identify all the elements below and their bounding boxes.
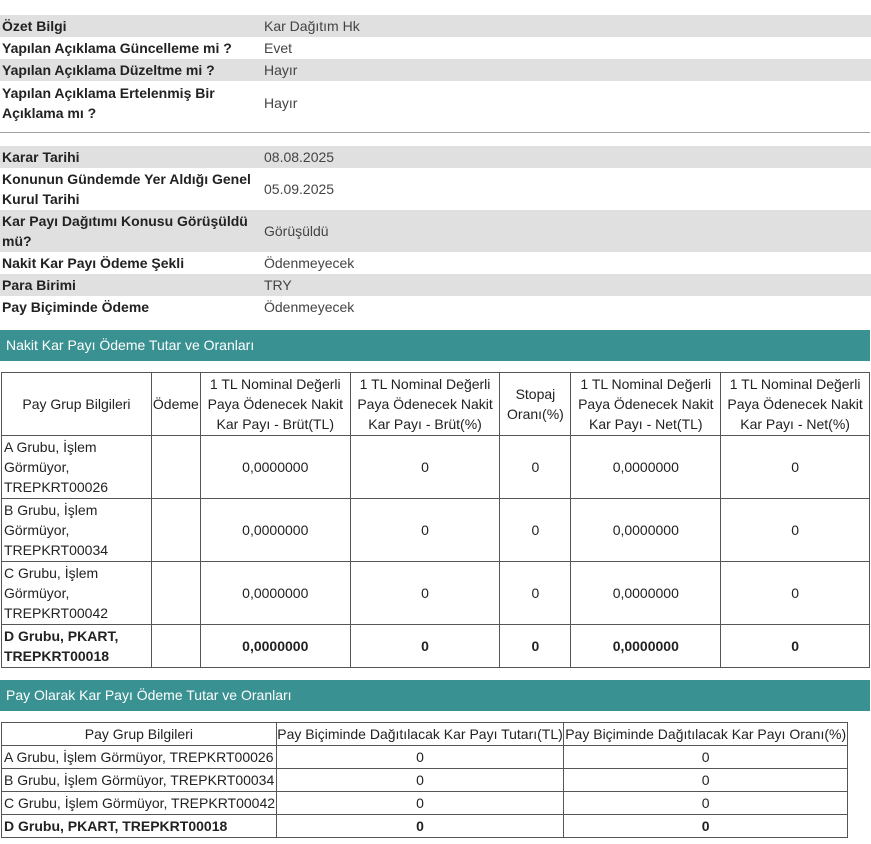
group-cell: A Grubu, İşlem Görmüyor, TREPKRT00026 — [2, 436, 152, 499]
ratio-cell: 0 — [564, 792, 848, 815]
field-label: Karar Tarihi — [0, 146, 261, 168]
column-header: 1 TL Nominal Değerli Paya Ödenecek Nakit Kar Payı - Net(TL) — [571, 373, 721, 436]
group-cell: C Grubu, İşlem Görmüyor, TREPKRT00042 — [2, 562, 152, 625]
table-row — [2, 815, 848, 838]
field-value: 05.09.2025 — [264, 181, 335, 197]
gross-pct-cell: 0 — [350, 625, 500, 668]
column-header: Stopaj Oranı(%) — [500, 373, 571, 436]
divider — [0, 132, 870, 133]
column-header: Pay Biçiminde Dağıtılacak Kar Payı Oranı(%) — [564, 723, 848, 746]
net-tl-cell: 0,0000000 — [571, 625, 721, 668]
field-label: Kar Payı Dağıtımı Konusu Görüşüldü mü? — [0, 210, 261, 252]
group-cell: D Grubu, PKART, TREPKRT00018 — [2, 625, 152, 668]
field-value: Hayır — [264, 95, 298, 111]
summary-table — [0, 15, 871, 125]
column-header: Pay Grup Bilgileri — [2, 373, 152, 436]
details-row — [0, 210, 871, 252]
cash-dividend-table — [1, 372, 870, 668]
gross-tl-cell: 0,0000000 — [200, 562, 350, 625]
column-header: Pay Biçiminde Dağıtılacak Kar Payı Tutarı(TL) — [276, 723, 564, 746]
net-tl-cell: 0,0000000 — [571, 499, 721, 562]
table-row — [2, 562, 870, 625]
net-tl-cell: 0,0000000 — [571, 436, 721, 499]
summary-row — [0, 81, 871, 125]
group-cell: B Grubu, İşlem Görmüyor, TREPKRT00034 — [2, 499, 152, 562]
section-header-cash: Nakit Kar Payı Ödeme Tutar ve Oranları — [0, 330, 870, 361]
amount-cell: 0 — [276, 815, 564, 838]
field-value: TRY — [261, 274, 871, 296]
field-label: Nakit Kar Payı Ödeme Şekli — [2, 255, 185, 271]
payment-cell — [151, 436, 200, 499]
gross-pct-cell: 0 — [350, 499, 500, 562]
net-pct-cell: 0 — [721, 625, 870, 668]
table-row — [2, 746, 848, 769]
gross-tl-cell: 0,0000000 — [200, 499, 350, 562]
net-tl-cell: 0,0000000 — [571, 562, 721, 625]
section-header-share: Pay Olarak Kar Payı Ödeme Tutar ve Oranları — [0, 680, 870, 711]
details-row — [0, 168, 871, 210]
field-label: Yapılan Açıklama Düzeltme mi ? — [0, 59, 261, 81]
group-cell: C Grubu, İşlem Görmüyor, TREPKRT00042 — [2, 792, 277, 815]
field-value: Görüşüldü — [261, 210, 871, 252]
payment-cell — [151, 562, 200, 625]
field-value: Evet — [264, 40, 293, 56]
details-row — [0, 252, 871, 274]
table-row — [2, 769, 848, 792]
table-header-row — [2, 723, 848, 746]
amount-cell: 0 — [276, 746, 564, 769]
table-row — [2, 436, 870, 499]
details-row — [0, 274, 871, 296]
gross-pct-cell: 0 — [350, 562, 500, 625]
field-value: Hayır — [261, 59, 871, 81]
share-dividend-table — [1, 722, 848, 838]
payment-cell — [151, 499, 200, 562]
group-cell: A Grubu, İşlem Görmüyor, TREPKRT00026 — [2, 746, 277, 769]
amount-cell: 0 — [276, 792, 564, 815]
field-label: Pay Biçiminde Ödeme — [2, 299, 150, 315]
field-value: 08.08.2025 — [261, 146, 871, 168]
gross-tl-cell: 0,0000000 — [200, 436, 350, 499]
gross-pct-cell: 0 — [350, 436, 500, 499]
field-value: Ödenmeyecek — [264, 255, 355, 271]
field-label: Yapılan Açıklama Güncelleme mi ? — [2, 40, 232, 56]
column-header: 1 TL Nominal Değerli Paya Ödenecek Nakit Kar Payı - Brüt(TL) — [200, 373, 350, 436]
summary-row — [0, 37, 871, 59]
group-cell: D Grubu, PKART, TREPKRT00018 — [2, 815, 277, 838]
net-pct-cell: 0 — [721, 436, 870, 499]
details-row — [0, 296, 871, 318]
table-header-row — [2, 373, 870, 436]
ratio-cell: 0 — [564, 746, 848, 769]
gross-tl-cell: 0,0000000 — [200, 625, 350, 668]
field-label: Para Birimi — [0, 274, 261, 296]
withholding-cell: 0 — [500, 436, 571, 499]
group-cell: B Grubu, İşlem Görmüyor, TREPKRT00034 — [2, 769, 277, 792]
column-header: 1 TL Nominal Değerli Paya Ödenecek Nakit Kar Payı - Brüt(%) — [350, 373, 500, 436]
table-row — [2, 792, 848, 815]
table-row — [2, 499, 870, 562]
field-value: Ödenmeyecek — [264, 299, 355, 315]
amount-cell: 0 — [276, 769, 564, 792]
summary-row — [0, 15, 871, 37]
net-pct-cell: 0 — [721, 562, 870, 625]
column-header: 1 TL Nominal Değerli Paya Ödenecek Nakit Kar Payı - Net(%) — [721, 373, 870, 436]
column-header: Ödeme — [151, 373, 200, 436]
withholding-cell: 0 — [500, 625, 571, 668]
ratio-cell: 0 — [564, 815, 848, 838]
table-row — [2, 625, 870, 668]
field-label: Yapılan Açıklama Ertelenmiş Bir Açıklama mı ? — [2, 85, 215, 121]
summary-row — [0, 59, 871, 81]
field-label: Özet Bilgi — [0, 15, 261, 37]
payment-cell — [151, 625, 200, 668]
details-row — [0, 146, 871, 168]
net-pct-cell: 0 — [721, 499, 870, 562]
ratio-cell: 0 — [564, 769, 848, 792]
withholding-cell: 0 — [500, 499, 571, 562]
field-value: Kar Dağıtım Hk — [261, 15, 871, 37]
details-table — [0, 146, 871, 318]
field-label: Konunun Gündemde Yer Aldığı Genel Kurul Tarihi — [2, 171, 251, 207]
column-header: Pay Grup Bilgileri — [2, 723, 277, 746]
withholding-cell: 0 — [500, 562, 571, 625]
